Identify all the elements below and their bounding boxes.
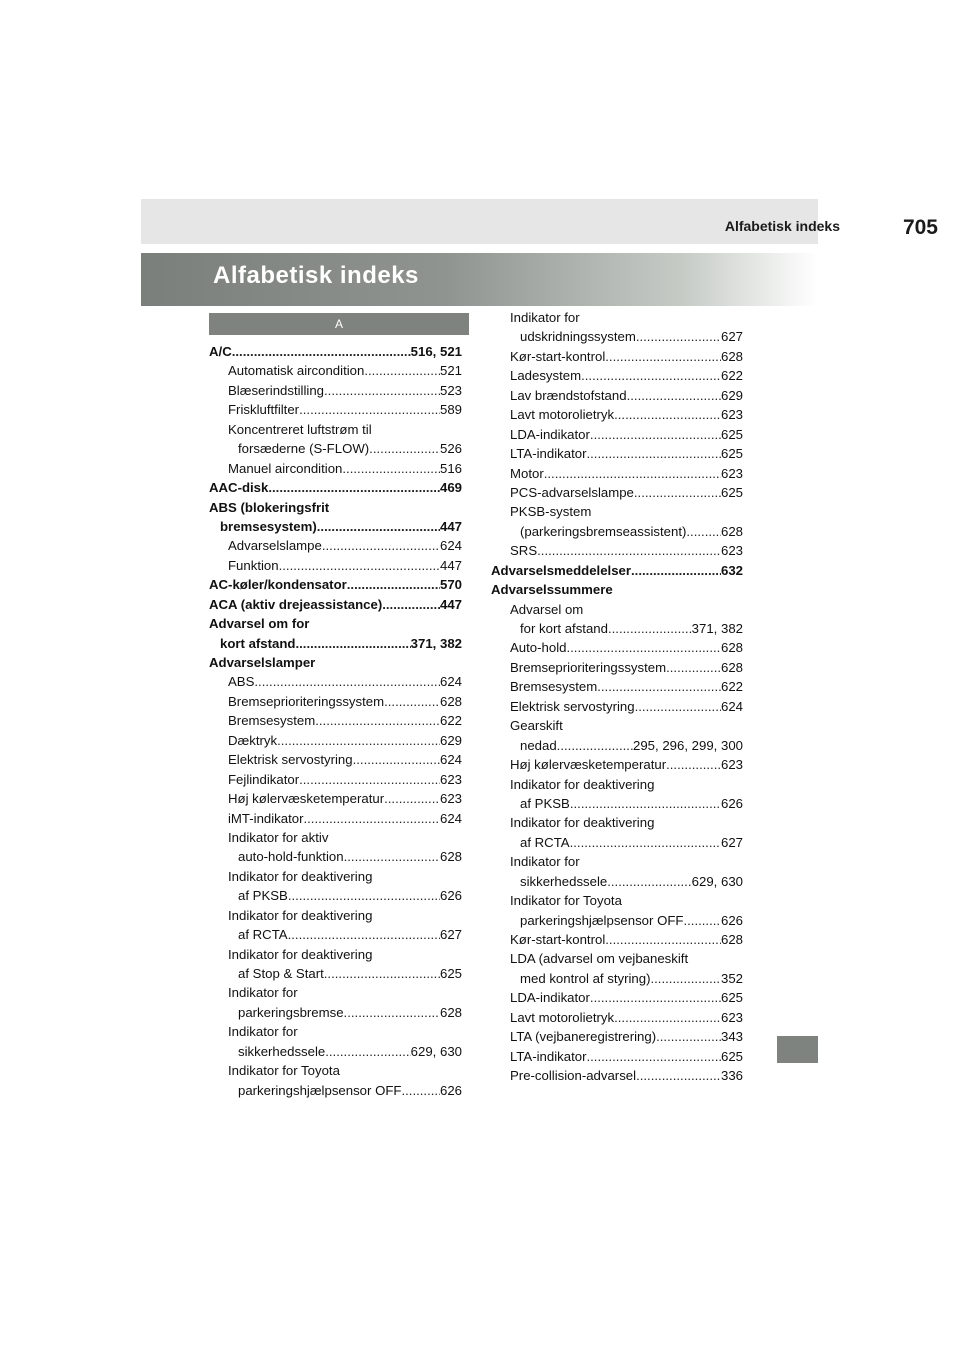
- index-entry[interactable]: [209, 517, 462, 536]
- index-entry[interactable]: [209, 1003, 462, 1022]
- dot-leader: [268, 478, 440, 497]
- index-column-right: [491, 308, 743, 1086]
- dot-leader: [686, 522, 721, 541]
- index-entry-page[interactable]: 622: [720, 368, 743, 384]
- index-entry-term: Høj kølervæsketemperatur: [510, 757, 667, 773]
- index-entry-term: Advarselsmeddelelser: [491, 562, 632, 578]
- dot-leader: [344, 1003, 440, 1022]
- index-entry-term: Pre-collision-advarsel: [510, 1068, 637, 1084]
- dot-leader: [607, 872, 691, 891]
- dot-leader: [295, 634, 410, 653]
- index-entry-term: Elektrisk servostyring: [228, 752, 353, 768]
- index-entry[interactable]: [491, 1008, 743, 1027]
- index-entry[interactable]: [209, 575, 462, 594]
- index-entry-page[interactable]: 624: [439, 674, 462, 690]
- index-entry[interactable]: [209, 789, 462, 808]
- dot-leader: [636, 1066, 721, 1085]
- dot-leader: [636, 327, 721, 346]
- index-subheading: Indikator for: [510, 854, 580, 870]
- index-entry[interactable]: [491, 464, 743, 483]
- dot-leader: [683, 911, 721, 930]
- dot-leader: [557, 736, 633, 755]
- index-entry[interactable]: [491, 483, 743, 502]
- index-entry-term: Ladesystem: [510, 368, 582, 384]
- dot-leader: [590, 425, 721, 444]
- index-entry[interactable]: [209, 439, 462, 458]
- index-entry-page[interactable]: 589: [439, 402, 462, 418]
- index-entry-page[interactable]: 625: [720, 426, 743, 442]
- index-entry-page[interactable]: 447: [439, 518, 462, 534]
- dot-leader: [288, 925, 440, 944]
- index-entry[interactable]: [209, 595, 462, 614]
- index-entry-term: af PKSB: [238, 888, 288, 904]
- index-entry-term: Blæserindstilling: [228, 382, 325, 398]
- dot-leader: [288, 886, 440, 905]
- dot-leader: [627, 386, 721, 405]
- index-entry-term: Automatisk aircondition: [228, 363, 365, 379]
- index-entry-page[interactable]: 627: [439, 927, 462, 943]
- index-entry-page[interactable]: 629, 630: [410, 1043, 462, 1059]
- index-entry-page[interactable]: 343: [720, 1029, 743, 1045]
- index-entry[interactable]: [491, 697, 743, 716]
- index-entry-term: LTA (vejbaneregistrering): [510, 1029, 657, 1045]
- index-subheading: Koncentreret luftstrøm til: [228, 421, 372, 437]
- index-subheading: Advarselslamper: [209, 655, 316, 670]
- index-entry[interactable]: [209, 1042, 462, 1061]
- index-entry-page[interactable]: 628: [439, 1004, 462, 1020]
- index-entry-page[interactable]: 352: [720, 970, 743, 986]
- index-entry-term: med kontrol af styring): [520, 970, 651, 986]
- index-entry-page[interactable]: 623: [439, 791, 462, 807]
- dot-leader: [581, 366, 721, 385]
- dot-leader: [382, 595, 440, 614]
- index-entry[interactable]: [491, 677, 743, 696]
- dot-leader: [614, 1008, 721, 1027]
- index-entry-term: PCS-advarselslampe: [510, 484, 634, 500]
- index-entry-page[interactable]: 624: [439, 752, 462, 768]
- dot-leader: [353, 750, 440, 769]
- index-entry-term: Funktion: [228, 557, 279, 573]
- index-entry-term: LDA-indikator: [510, 990, 590, 1006]
- dot-leader: [635, 697, 721, 716]
- index-column-left: [209, 342, 462, 1100]
- index-entry[interactable]: [209, 634, 462, 653]
- index-entry-term: bremsesystem): [220, 518, 317, 534]
- dot-leader: [369, 439, 440, 458]
- index-entry-page[interactable]: 623: [720, 465, 743, 481]
- index-entry-term: Friskluftfilter: [228, 402, 300, 418]
- index-entry-term: Kør-start-kontrol: [510, 932, 606, 947]
- index-subheading: Gearskift: [510, 718, 563, 734]
- index-entry-term: forsæderne (S-FLOW): [238, 441, 370, 457]
- dot-leader: [666, 755, 721, 774]
- index-entry-page[interactable]: 623: [720, 407, 743, 423]
- index-entry[interactable]: [491, 969, 743, 988]
- index-entry-page[interactable]: 526: [439, 441, 462, 457]
- index-entry-term: Lav brændstofstand: [510, 387, 627, 403]
- index-entry[interactable]: [491, 930, 743, 949]
- index-entry-page[interactable]: 622: [439, 713, 462, 729]
- index-entry[interactable]: [491, 425, 743, 444]
- index-entry-page[interactable]: 447: [439, 596, 462, 612]
- index-entry-term: kort afstand: [220, 635, 296, 651]
- dot-leader: [586, 1047, 721, 1066]
- index-entry-page[interactable]: 623: [720, 757, 743, 773]
- dot-leader: [254, 672, 440, 691]
- index-entry-term: for kort afstand: [520, 621, 608, 636]
- index-entry-term: LDA-indikator: [510, 426, 590, 442]
- index-subheading: Indikator for: [228, 985, 298, 1001]
- index-entry-term: Bremsesystem: [510, 679, 598, 695]
- index-entry[interactable]: [209, 1081, 462, 1100]
- index-subheading: PKSB-system: [510, 504, 592, 520]
- index-subheading: Indikator for Toyota: [510, 893, 622, 909]
- dot-leader: [299, 400, 440, 419]
- index-entry-term: Elektrisk servostyring: [510, 698, 635, 714]
- index-entry-term: SRS: [510, 543, 538, 559]
- dot-leader: [324, 964, 440, 983]
- index-subheading: Indikator for deaktivering: [510, 776, 655, 792]
- index-entry-page[interactable]: 628: [720, 932, 743, 947]
- index-entry-page[interactable]: 624: [439, 538, 462, 554]
- dot-leader: [544, 464, 721, 483]
- index-entry[interactable]: [209, 536, 462, 555]
- index-entry-term: Advarselslampe: [228, 538, 322, 554]
- index-entry-page[interactable]: 632: [720, 562, 743, 578]
- index-entry[interactable]: [491, 736, 743, 755]
- index-entry-term: Bremseprioriteringssystem: [228, 693, 385, 709]
- page-number: 705: [902, 216, 938, 239]
- index-entry[interactable]: [491, 988, 743, 1007]
- index-entry-page[interactable]: 516, 521: [410, 344, 462, 359]
- index-entry-term: af RCTA: [238, 927, 288, 943]
- index-entry[interactable]: [491, 755, 743, 774]
- index-entry-page[interactable]: 516: [439, 460, 462, 476]
- index-entry-page[interactable]: 295, 296, 299, 300: [633, 737, 743, 753]
- dot-leader: [614, 405, 721, 424]
- index-entry[interactable]: [209, 809, 462, 828]
- index-entry-page[interactable]: 628: [439, 849, 462, 865]
- index-entry-term: af PKSB: [520, 795, 570, 811]
- index-entry-page[interactable]: 336: [720, 1068, 743, 1084]
- index-entry[interactable]: [209, 672, 462, 691]
- index-entry-term: Fejlindikator: [228, 771, 300, 787]
- index-entry[interactable]: [209, 964, 462, 983]
- index-entry[interactable]: [491, 619, 743, 638]
- index-entry-term: Auto-hold: [510, 640, 567, 656]
- index-entry-term: parkeringsbremse: [238, 1004, 344, 1020]
- index-entry[interactable]: [209, 361, 462, 380]
- index-entry-page[interactable]: 371, 382: [410, 635, 462, 651]
- index-entry[interactable]: [209, 478, 462, 497]
- index-subheading: Indikator for deaktivering: [510, 815, 655, 831]
- index-entry[interactable]: [491, 541, 743, 560]
- index-entry-page[interactable]: 629: [439, 732, 462, 748]
- index-entry-term: Dæktryk: [228, 732, 278, 748]
- index-entry-page[interactable]: 628: [720, 640, 743, 656]
- index-entry[interactable]: [209, 381, 462, 400]
- index-entry[interactable]: [209, 750, 462, 769]
- dot-leader: [384, 692, 440, 711]
- index-entry-term: iMT-indikator: [228, 810, 304, 826]
- index-entry-page[interactable]: 629, 630: [691, 873, 743, 889]
- index-subheading: Advarselssummere: [491, 582, 613, 598]
- index-entry-term: auto-hold-funktion: [238, 849, 344, 865]
- index-entry[interactable]: [491, 658, 743, 677]
- index-subheading: Indikator for: [228, 1024, 298, 1040]
- index-entry-page[interactable]: 627: [720, 834, 743, 850]
- index-entry[interactable]: [209, 925, 462, 944]
- index-entry-page[interactable]: 371, 382: [691, 621, 743, 636]
- index-entry[interactable]: [209, 342, 462, 361]
- index-entry[interactable]: [491, 561, 743, 580]
- index-entry[interactable]: [209, 711, 462, 730]
- index-entry-page[interactable]: 629: [720, 387, 743, 403]
- index-entry-term: af Stop & Start: [238, 966, 324, 981]
- index-entry-page[interactable]: 623: [720, 1009, 743, 1025]
- index-entry-term: AAC-disk: [209, 480, 269, 496]
- index-entry-page[interactable]: 628: [439, 693, 462, 709]
- index-entry-term: AC-køler/kondensator: [209, 577, 347, 593]
- index-entry-term: udskridningssystem: [520, 329, 636, 345]
- index-entry-page[interactable]: 625: [720, 1048, 743, 1064]
- index-entry-page[interactable]: 625: [720, 990, 743, 1006]
- index-subheading: Indikator for: [510, 310, 580, 325]
- dot-leader: [232, 342, 411, 361]
- index-entry-term: parkeringshjælpsensor OFF: [238, 1082, 402, 1098]
- index-entry-term: ACA (aktiv drejeassistance): [209, 596, 383, 612]
- index-entry-page[interactable]: 626: [439, 888, 462, 904]
- section-label: Alfabetisk indeks: [724, 218, 840, 234]
- dot-leader: [401, 1081, 440, 1100]
- index-entry-term: sikkerhedssele: [520, 873, 608, 889]
- index-entry-page[interactable]: 628: [720, 348, 743, 364]
- index-entry-term: LTA-indikator: [510, 446, 587, 462]
- index-entry[interactable]: [491, 405, 743, 424]
- index-entry[interactable]: [491, 522, 743, 541]
- index-subheading: ABS (blokeringsfrit: [209, 499, 330, 515]
- index-entry-term: Kør-start-kontrol: [510, 348, 606, 364]
- letter-heading-a: A: [209, 313, 469, 335]
- dot-leader: [279, 556, 440, 575]
- index-entry-page[interactable]: 628: [720, 523, 743, 539]
- index-entry[interactable]: [209, 459, 462, 478]
- index-entry[interactable]: [491, 347, 743, 366]
- index-entry[interactable]: [491, 386, 743, 405]
- index-entry-page[interactable]: 447: [439, 557, 462, 573]
- dot-leader: [608, 619, 692, 638]
- dot-leader: [634, 483, 721, 502]
- dot-leader: [656, 1027, 721, 1046]
- index-entry-term: parkeringshjælpsensor OFF: [520, 912, 684, 928]
- index-subheading: Indikator for aktiv: [228, 829, 329, 845]
- dot-leader: [586, 444, 721, 463]
- dot-leader: [325, 1042, 410, 1061]
- index-entry[interactable]: [209, 731, 462, 750]
- index-entry[interactable]: [209, 847, 462, 866]
- page-title: Alfabetisk indeks: [213, 262, 419, 289]
- index-entry[interactable]: [491, 1027, 743, 1046]
- index-entry[interactable]: [491, 366, 743, 385]
- index-entry[interactable]: [491, 872, 743, 891]
- index-entry[interactable]: [209, 770, 462, 789]
- dot-leader: [315, 711, 440, 730]
- header-band: [141, 199, 818, 244]
- dot-leader: [277, 731, 440, 750]
- index-entry-page[interactable]: 626: [720, 912, 743, 928]
- index-entry[interactable]: [209, 692, 462, 711]
- index-entry-page[interactable]: 622: [720, 679, 743, 695]
- index-entry-term: Manuel aircondition: [228, 460, 343, 476]
- dot-leader: [342, 459, 440, 478]
- index-entry-page[interactable]: 523: [439, 382, 462, 398]
- index-entry-page[interactable]: 627: [720, 329, 743, 345]
- index-entry-term: Motor: [510, 465, 544, 481]
- dot-leader: [570, 833, 721, 852]
- index-subheading: Indikator for Toyota: [228, 1063, 340, 1079]
- index-entry-page[interactable]: 625: [439, 966, 462, 981]
- index-entry[interactable]: [491, 327, 743, 346]
- dot-leader: [324, 381, 440, 400]
- index-entry[interactable]: [209, 400, 462, 419]
- index-subheading: Indikator for deaktivering: [228, 946, 373, 962]
- index-entry[interactable]: [491, 911, 743, 930]
- index-entry-page[interactable]: 626: [439, 1082, 462, 1098]
- dot-leader: [650, 969, 721, 988]
- index-entry-term: Bremseprioriteringssystem: [510, 659, 667, 675]
- dot-leader: [666, 658, 721, 677]
- index-entry[interactable]: [491, 1047, 743, 1066]
- dot-leader: [570, 794, 721, 813]
- index-entry-term: Bremsesystem: [228, 713, 316, 729]
- dot-leader: [384, 789, 440, 808]
- index-entry-page[interactable]: 628: [720, 659, 743, 675]
- index-entry[interactable]: [491, 638, 743, 657]
- index-entry[interactable]: [491, 794, 743, 813]
- dot-leader: [299, 770, 440, 789]
- index-subheading: Indikator for deaktivering: [228, 868, 373, 884]
- index-entry-page[interactable]: 625: [720, 446, 743, 462]
- index-entry-term: sikkerhedssele: [238, 1043, 326, 1059]
- index-entry-term: ABS: [228, 674, 255, 690]
- index-entry-term: (parkeringsbremseassistent): [520, 523, 687, 539]
- index-entry-page[interactable]: 626: [720, 795, 743, 811]
- index-entry-term: Lavt motorolietryk: [510, 1009, 615, 1025]
- index-entry[interactable]: [491, 833, 743, 852]
- index-entry-page[interactable]: 624: [720, 698, 743, 714]
- index-entry-page[interactable]: 623: [720, 543, 743, 559]
- dot-leader: [537, 541, 721, 560]
- dot-leader: [347, 575, 440, 594]
- index-entry-page[interactable]: 521: [439, 363, 462, 379]
- index-entry-term: LTA-indikator: [510, 1048, 587, 1064]
- index-entry-term: Lavt motorolietryk: [510, 407, 615, 423]
- dot-leader: [303, 809, 440, 828]
- index-entry-page[interactable]: 623: [439, 771, 462, 787]
- dot-leader: [597, 677, 721, 696]
- chapter-side-tab[interactable]: [777, 1036, 818, 1063]
- index-entry-term: Høj kølervæsketemperatur: [228, 791, 385, 807]
- index-entry-page[interactable]: 469: [439, 480, 462, 496]
- dot-leader: [590, 988, 721, 1007]
- index-subheading: Indikator for deaktivering: [228, 907, 373, 923]
- dot-leader: [322, 536, 440, 555]
- index-entry-page[interactable]: 625: [720, 484, 743, 500]
- dot-leader: [344, 847, 440, 866]
- index-entry-page[interactable]: 624: [439, 810, 462, 826]
- index-subheading: Advarsel om for: [209, 616, 310, 632]
- index-entry[interactable]: [491, 444, 743, 463]
- dot-leader: [364, 361, 440, 380]
- index-entry[interactable]: [491, 1066, 743, 1085]
- index-subheading: Advarsel om: [510, 601, 584, 617]
- index-entry-term: nedad: [520, 737, 557, 753]
- dot-leader: [631, 561, 721, 580]
- dot-leader: [566, 638, 721, 657]
- index-entry[interactable]: [209, 556, 462, 575]
- index-entry-page[interactable]: 570: [439, 577, 462, 593]
- index-entry[interactable]: [209, 886, 462, 905]
- title-band: [141, 253, 818, 306]
- dot-leader: [605, 347, 721, 366]
- index-entry-term: A/C: [209, 344, 232, 359]
- index-entry-term: af RCTA: [520, 834, 570, 850]
- dot-leader: [317, 517, 440, 536]
- dot-leader: [605, 930, 721, 949]
- index-subheading: LDA (advarsel om vejbaneskift: [510, 951, 689, 967]
